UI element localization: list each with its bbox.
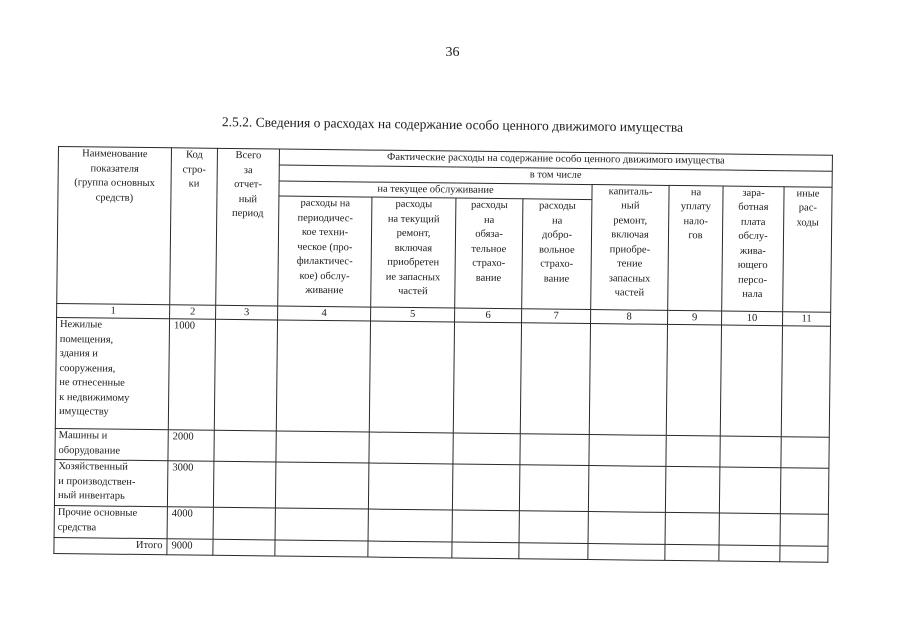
page-number: 36: [445, 45, 460, 60]
header-current-service: на текущее обслуживание: [279, 181, 592, 200]
header-code-column: Код стро- ки: [170, 148, 218, 306]
empty-cell: [519, 543, 588, 560]
empty-cell: [368, 509, 452, 542]
empty-cell: [781, 326, 830, 438]
empty-cell: [588, 512, 665, 545]
column-number: 6: [455, 308, 522, 323]
header-col-4: расходы на периодичес- кое техни- ческое (про- филактичес- кое) обслу- живание: [278, 196, 372, 307]
empty-cell: [665, 544, 719, 561]
header-col-5: расходы на текущий ремонт, включая приобретен ие запасных частей: [371, 197, 456, 308]
total-code: 9000: [167, 539, 213, 556]
column-number: 7: [522, 309, 591, 324]
empty-cell: [781, 437, 829, 469]
empty-cell: [368, 463, 453, 510]
empty-cell: [589, 435, 666, 467]
empty-cell: [589, 324, 667, 436]
empty-cell: [214, 430, 276, 462]
empty-cell: [780, 546, 828, 563]
row-code: 2000: [168, 430, 214, 462]
empty-cell: [213, 461, 276, 508]
row-name: Прочие основные средства: [54, 505, 167, 538]
empty-cell: [719, 545, 780, 562]
section-title: 2.5.2. Сведения о расходах на содержание особо ценного движимого имущества: [221, 114, 684, 135]
header-including: в том числе: [279, 165, 832, 187]
row-name: Машины и оборудование: [55, 428, 168, 460]
empty-cell: [453, 433, 520, 465]
header-col-9: на уплату нало- гов: [668, 185, 723, 311]
empty-cell: [588, 544, 665, 561]
column-number: 8: [591, 310, 668, 325]
column-number: 3: [216, 305, 278, 320]
empty-cell: [275, 508, 368, 541]
header-total-column: Всего за отчет- ный период: [216, 148, 280, 306]
empty-cell: [213, 539, 275, 556]
header-col-6: расходы на обяза- тельное страхо- вание: [455, 198, 523, 309]
column-number: 5: [371, 307, 455, 322]
empty-cell: [520, 434, 589, 466]
empty-cell: [719, 467, 781, 514]
header-col-10: зара- ботная плата обслу- жива- ющего персо- нала: [722, 186, 784, 312]
header-name-column: Наименование показателя (группа основных средств): [57, 147, 172, 305]
empty-cell: [780, 514, 828, 547]
empty-cell: [275, 462, 369, 509]
empty-cell: [276, 431, 369, 463]
column-number: 1: [57, 303, 170, 318]
empty-cell: [666, 324, 721, 436]
header-col-7: расходы на добро- вольное страхо- вание: [522, 199, 592, 310]
empty-cell: [588, 466, 666, 513]
row-name: Хозяйственный и производствен- ный инвентарь: [54, 459, 168, 506]
expenses-table: [53, 146, 833, 563]
empty-cell: [666, 435, 720, 467]
column-number: 9: [668, 310, 722, 325]
column-number: 4: [278, 306, 371, 321]
empty-cell: [452, 464, 520, 511]
row-name: Нежилые помещения, здания и сооружения, не отнесенные к недвижимому имуществу: [55, 317, 169, 429]
empty-cell: [519, 511, 588, 544]
expenses-table-wrapper: [53, 146, 832, 563]
empty-cell: [452, 510, 519, 543]
total-label: Итого: [54, 537, 167, 554]
empty-cell: [665, 466, 720, 513]
empty-cell: [665, 512, 719, 545]
empty-cell: [214, 319, 277, 431]
empty-cell: [520, 323, 590, 435]
header-col-11: иные рас- ходы: [783, 186, 832, 312]
row-code: 3000: [167, 461, 214, 508]
header-actual-expenses: Фактические расходы на содержание особо ценного движимого имущества: [279, 149, 832, 171]
empty-cell: [213, 507, 275, 540]
empty-cell: [453, 322, 521, 434]
empty-cell: [720, 436, 781, 468]
empty-cell: [276, 320, 370, 432]
empty-cell: [369, 432, 453, 464]
empty-cell: [720, 325, 782, 437]
row-code: 1000: [168, 319, 215, 431]
empty-cell: [452, 542, 519, 559]
empty-cell: [719, 513, 780, 546]
column-number: 2: [170, 305, 216, 320]
row-code: 4000: [167, 507, 213, 540]
empty-cell: [369, 321, 454, 433]
empty-cell: [368, 541, 452, 558]
column-number: 10: [722, 311, 783, 326]
empty-cell: [275, 540, 368, 557]
column-number: 11: [783, 312, 831, 327]
header-col-8: капиталь- ный ремонт, включая приобре- тение запасных частей: [591, 184, 669, 310]
empty-cell: [519, 465, 589, 512]
table-row: [55, 317, 830, 437]
empty-cell: [780, 468, 829, 515]
